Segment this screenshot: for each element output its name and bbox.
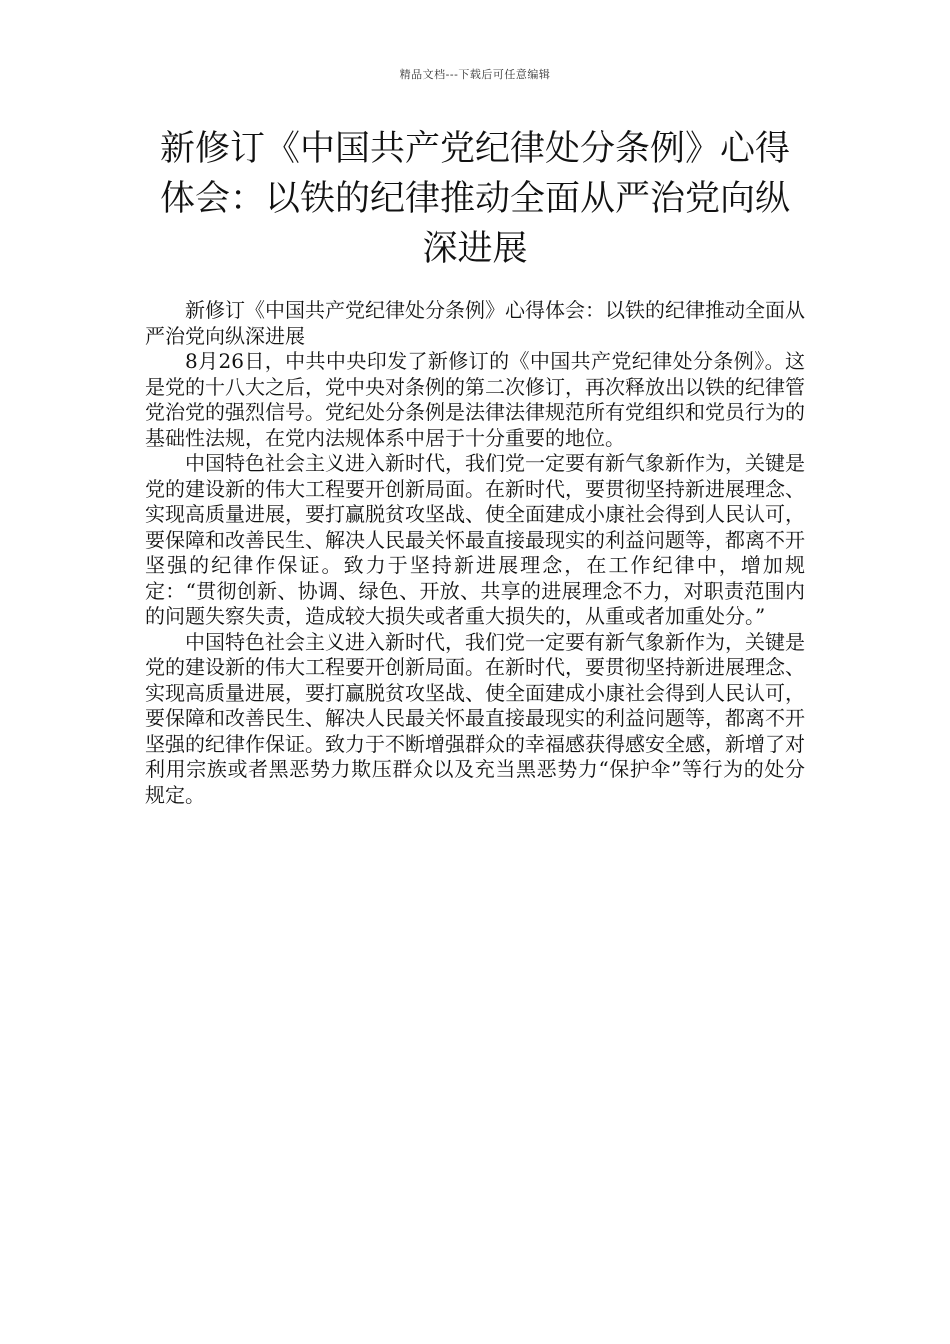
paragraph-background: 8月26日，中共中央印发了新修订的《中国共产党纪律处分条例》。这是党的十八大之后，党中央对条例的第二次修订，再次释放出以铁的纪律管党治党的强烈信号。党纪处分条例是法律法律规范所有党组织和党员行为的基础性法规，在党内法规体系中居于十分重要的地位。 — [145, 349, 805, 450]
paragraph-new-era-1: 中国特色社会主义进入新时代，我们党一定要有新气象新作为，关键是党的建设新的伟大工程要开创新局面。在新时代，要贯彻坚持新进展理念、实现高质量进展，要打赢脱贫攻坚战、使全面建成小康社会得到人民认可，要保障和改善民生、解决人民最关怀最直接最现实的利益问题等，都离不开坚强的纪律作保证。致力于坚持新进展理念，在工作纪律中，增加规定：“贯彻创新、协调、绿色、开放、共享的进展理念不力，对职责范围内的问题失察失责，造成较大损失或者重大损失的，从重或者加重处分。” — [145, 451, 805, 628]
paragraph-intro: 新修订《中国共产党纪律处分条例》心得体会：以铁的纪律推动全面从严治党向纵深进展 — [145, 298, 805, 348]
document-body — [145, 298, 805, 808]
document-title: 新修订《中国共产党纪律处分条例》心得体会：以铁的纪律推动全面从严治党向纵深进展 — [159, 129, 790, 269]
paragraph-new-era-2: 中国特色社会主义进入新时代，我们党一定要有新气象新作为，关键是党的建设新的伟大工程要开创新局面。在新时代，要贯彻坚持新进展理念、实现高质量进展，要打赢脱贫攻坚战、使全面建成小康社会得到人民认可，要保障和改善民生、解决人民最关怀最直接最现实的利益问题等，都离不开坚强的纪律作保证。致力于不断增强群众的幸福感获得感安全感，新增了对利用宗族或者黑恶势力欺压群众以及充当黑恶势力“保护伞”等行为的处分规定。 — [145, 629, 805, 807]
page-header: 精品文档---下载后可任意编辑 — [399, 68, 551, 81]
